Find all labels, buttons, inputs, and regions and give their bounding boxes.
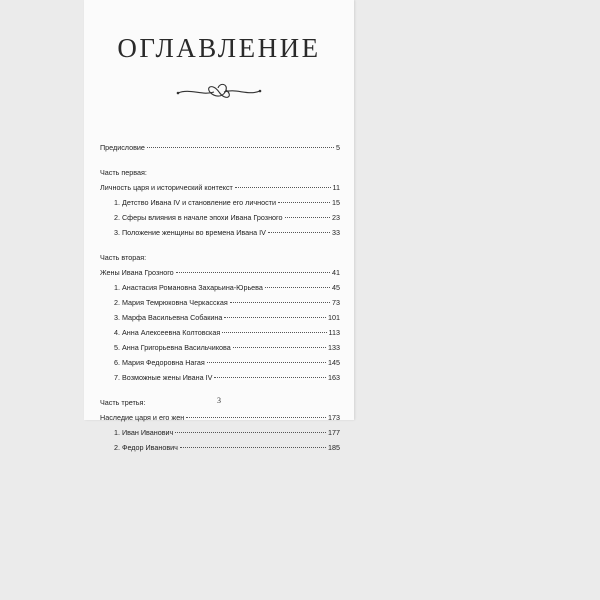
toc-entry-part3[interactable] xyxy=(100,410,340,425)
toc-entry-label: 1. Иван Иванович xyxy=(114,428,174,437)
toc-entry-label: 3. Положение женщины во времена Ивана IV xyxy=(114,228,266,237)
part-heading: Часть первая: xyxy=(100,168,147,177)
toc-entry-page: 113 xyxy=(328,328,340,337)
dot-leader xyxy=(230,302,330,303)
ornament-flourish-icon xyxy=(174,78,264,106)
page-title: ОГЛАВЛЕНИЕ xyxy=(117,33,321,63)
toc-entry-label: 2. Федор Иванович xyxy=(114,443,178,452)
toc-entry-page: 23 xyxy=(332,213,340,222)
toc-entry[interactable] xyxy=(100,225,340,240)
dot-leader xyxy=(207,362,326,363)
toc-entry-page: 41 xyxy=(332,268,340,277)
toc-entry-page: 33 xyxy=(332,228,340,237)
toc-entry-page: 101 xyxy=(328,313,340,322)
toc-entry-page: 185 xyxy=(328,443,340,452)
toc-entry[interactable] xyxy=(100,370,340,385)
toc-entry-page: 15 xyxy=(332,198,340,207)
toc-entry[interactable] xyxy=(100,195,340,210)
toc-entry[interactable] xyxy=(100,295,340,310)
toc-entry-part2[interactable] xyxy=(100,265,340,280)
toc-entry-label: 1. Анастасия Романовна Захарьина-Юрьева xyxy=(114,283,263,292)
dot-leader xyxy=(268,232,330,233)
dot-leader xyxy=(176,272,330,273)
toc-entry[interactable] xyxy=(100,425,340,440)
toc-entry-label: 7. Возможные жены Ивана IV xyxy=(114,373,213,382)
toc-entry-label: 4. Анна Алексеевна Колтовская xyxy=(114,328,221,337)
toc-entry[interactable] xyxy=(100,280,340,295)
toc-entry-label: 2. Мария Темрюковна Черкасская xyxy=(114,298,228,307)
toc-entry-page: 177 xyxy=(328,428,340,437)
dot-leader xyxy=(233,347,326,348)
dot-leader xyxy=(235,187,331,188)
toc-entry-page: 163 xyxy=(328,373,340,382)
toc-entry-label: 6. Мария Федоровна Нагая xyxy=(114,358,205,367)
dot-leader xyxy=(214,377,326,378)
toc-entry[interactable] xyxy=(100,440,340,455)
toc-entry-label: Предисловие xyxy=(100,143,145,152)
toc-entry[interactable] xyxy=(100,210,340,225)
toc-entry-label: 1. Детство Ивана IV и становление его личности xyxy=(114,198,276,207)
page-number: 3 xyxy=(217,396,221,405)
toc-entry-page: 133 xyxy=(328,343,340,352)
toc-entry-label: 2. Сферы влияния в начале эпохи Ивана Грозного xyxy=(114,213,283,222)
toc-entry-page: 145 xyxy=(328,358,340,367)
toc-entry-page: 45 xyxy=(332,283,340,292)
table-of-contents xyxy=(100,140,340,455)
toc-entry[interactable] xyxy=(100,340,340,355)
toc-entry-page: 173 xyxy=(328,413,340,422)
toc-entry-label: Личность царя и исторический контекст xyxy=(100,183,233,192)
toc-entry-preface[interactable] xyxy=(100,140,340,155)
part-heading: Часть вторая: xyxy=(100,253,147,262)
dot-leader xyxy=(224,317,326,318)
dot-leader xyxy=(222,332,326,333)
toc-entry-label: 5. Анна Григорьевна Васильчикова xyxy=(114,343,231,352)
toc-entry-label: Жены Ивана Грозного xyxy=(100,268,174,277)
toc-entry-label: 3. Марфа Васильевна Собакина xyxy=(114,313,223,322)
toc-entry-page: 11 xyxy=(332,183,340,192)
dot-leader xyxy=(175,432,326,433)
dot-leader xyxy=(186,417,326,418)
dot-leader xyxy=(285,217,330,218)
dot-leader xyxy=(180,447,326,448)
part-heading: Часть третья: xyxy=(100,398,146,407)
toc-entry[interactable] xyxy=(100,310,340,325)
toc-entry[interactable] xyxy=(100,355,340,370)
toc-entry-page: 5 xyxy=(336,143,340,152)
toc-entry-part1[interactable] xyxy=(100,180,340,195)
dot-leader xyxy=(147,147,334,148)
toc-entry-page: 73 xyxy=(332,298,340,307)
toc-entry[interactable] xyxy=(100,325,340,340)
dot-leader xyxy=(265,287,330,288)
book-page xyxy=(84,0,354,452)
toc-entry-label: Наследие царя и его жен xyxy=(100,413,185,422)
dot-leader xyxy=(278,202,330,203)
